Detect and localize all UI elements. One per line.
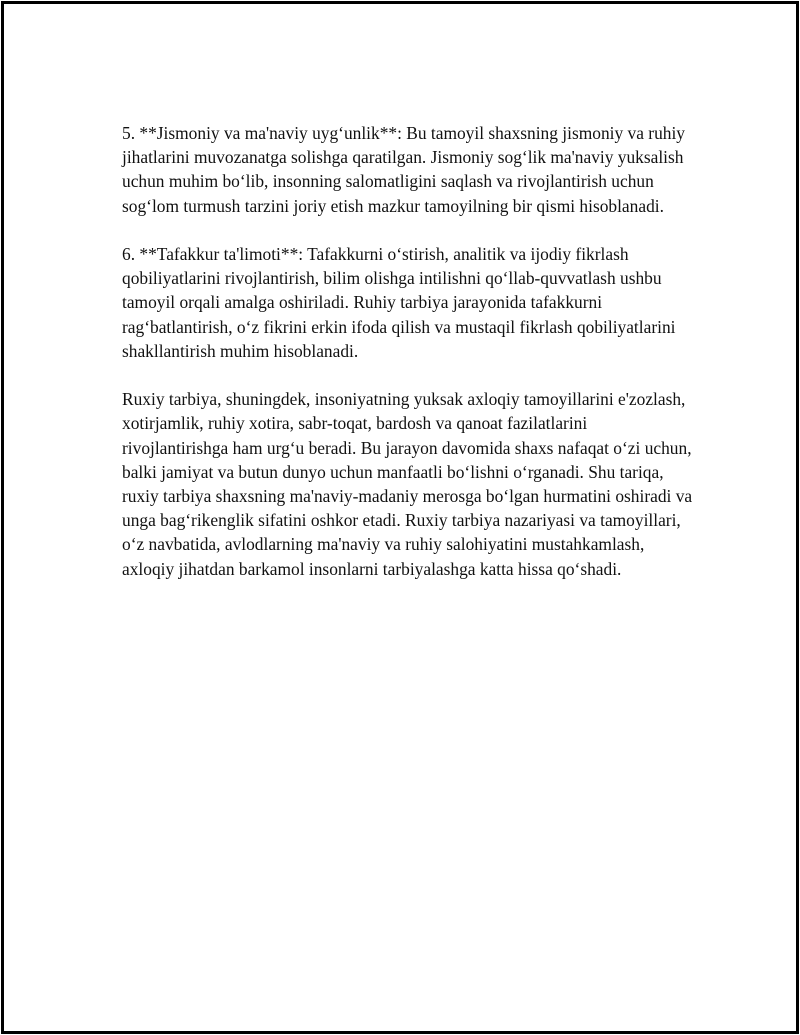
paragraph-conclusion: Ruxiy tarbiya, shuningdek, insoniyatning yuksak axloqiy tamoyillarini e'zozlash, xotirjamlik, ruhiy xotira, sabr-toqat, bardosh va qanoat fazilatlarini rivojlantirishga ham urg‘u beradi. Bu jarayon davomida shaxs nafaqat o‘zi uchun, balki jamiyat va butun dunyo uchun manfaatli bo‘lishni o‘rganadi. Shu tariqa, ruxiy tarbiya shaxsning ma'naviy-madaniy merosga bo‘lgan hurmatini oshiradi va unga bag‘rikenglik sifatini oshkor etadi. Ruxiy tarbiya nazariyasi va tamoyillari, o‘z navbatida, avlodlarning ma'naviy va ruhiy salohiyatini mustahkamlash, axloqiy jihatdan barkamol insonlarni tarbiyalashga katta hissa qo‘shadi. bbox=[122, 389, 693, 579]
page-frame bbox=[1, 1, 799, 1034]
paragraph-principle-6: 6. **Tafakkur ta'limoti**: Tafakkurni o‘stirish, analitik va ijodiy fikrlash qobiliyatlarini rivojlantirish, bilim olishga intilishni qo‘llab-quvvatlash ushbu tamoyil orqali amalga oshiriladi. Ruhiy tarbiya jarayonida tafakkurni rag‘batlantirish, o‘z fikrini erkin ifoda qilish va mustaqil fikrlash qobiliyatlarini shakllantirish muhim hisoblanadi. bbox=[122, 244, 676, 361]
document-body bbox=[122, 121, 694, 605]
paragraph-principle-5: 5. **Jismoniy va ma'naviy uyg‘unlik**: Bu tamoyil shaxsning jismoniy va ruhiy jihatlarini muvozanatga solishga qaratilgan. Jismoniy sog‘lik ma'naviy yuksalish uchun muhim bo‘lib, insonning salomatligini saqlash va rivojlantirish uchun sog‘lom turmush tarzini joriy etish mazkur tamoyilning bir qismi hisoblanadi. bbox=[122, 123, 685, 216]
